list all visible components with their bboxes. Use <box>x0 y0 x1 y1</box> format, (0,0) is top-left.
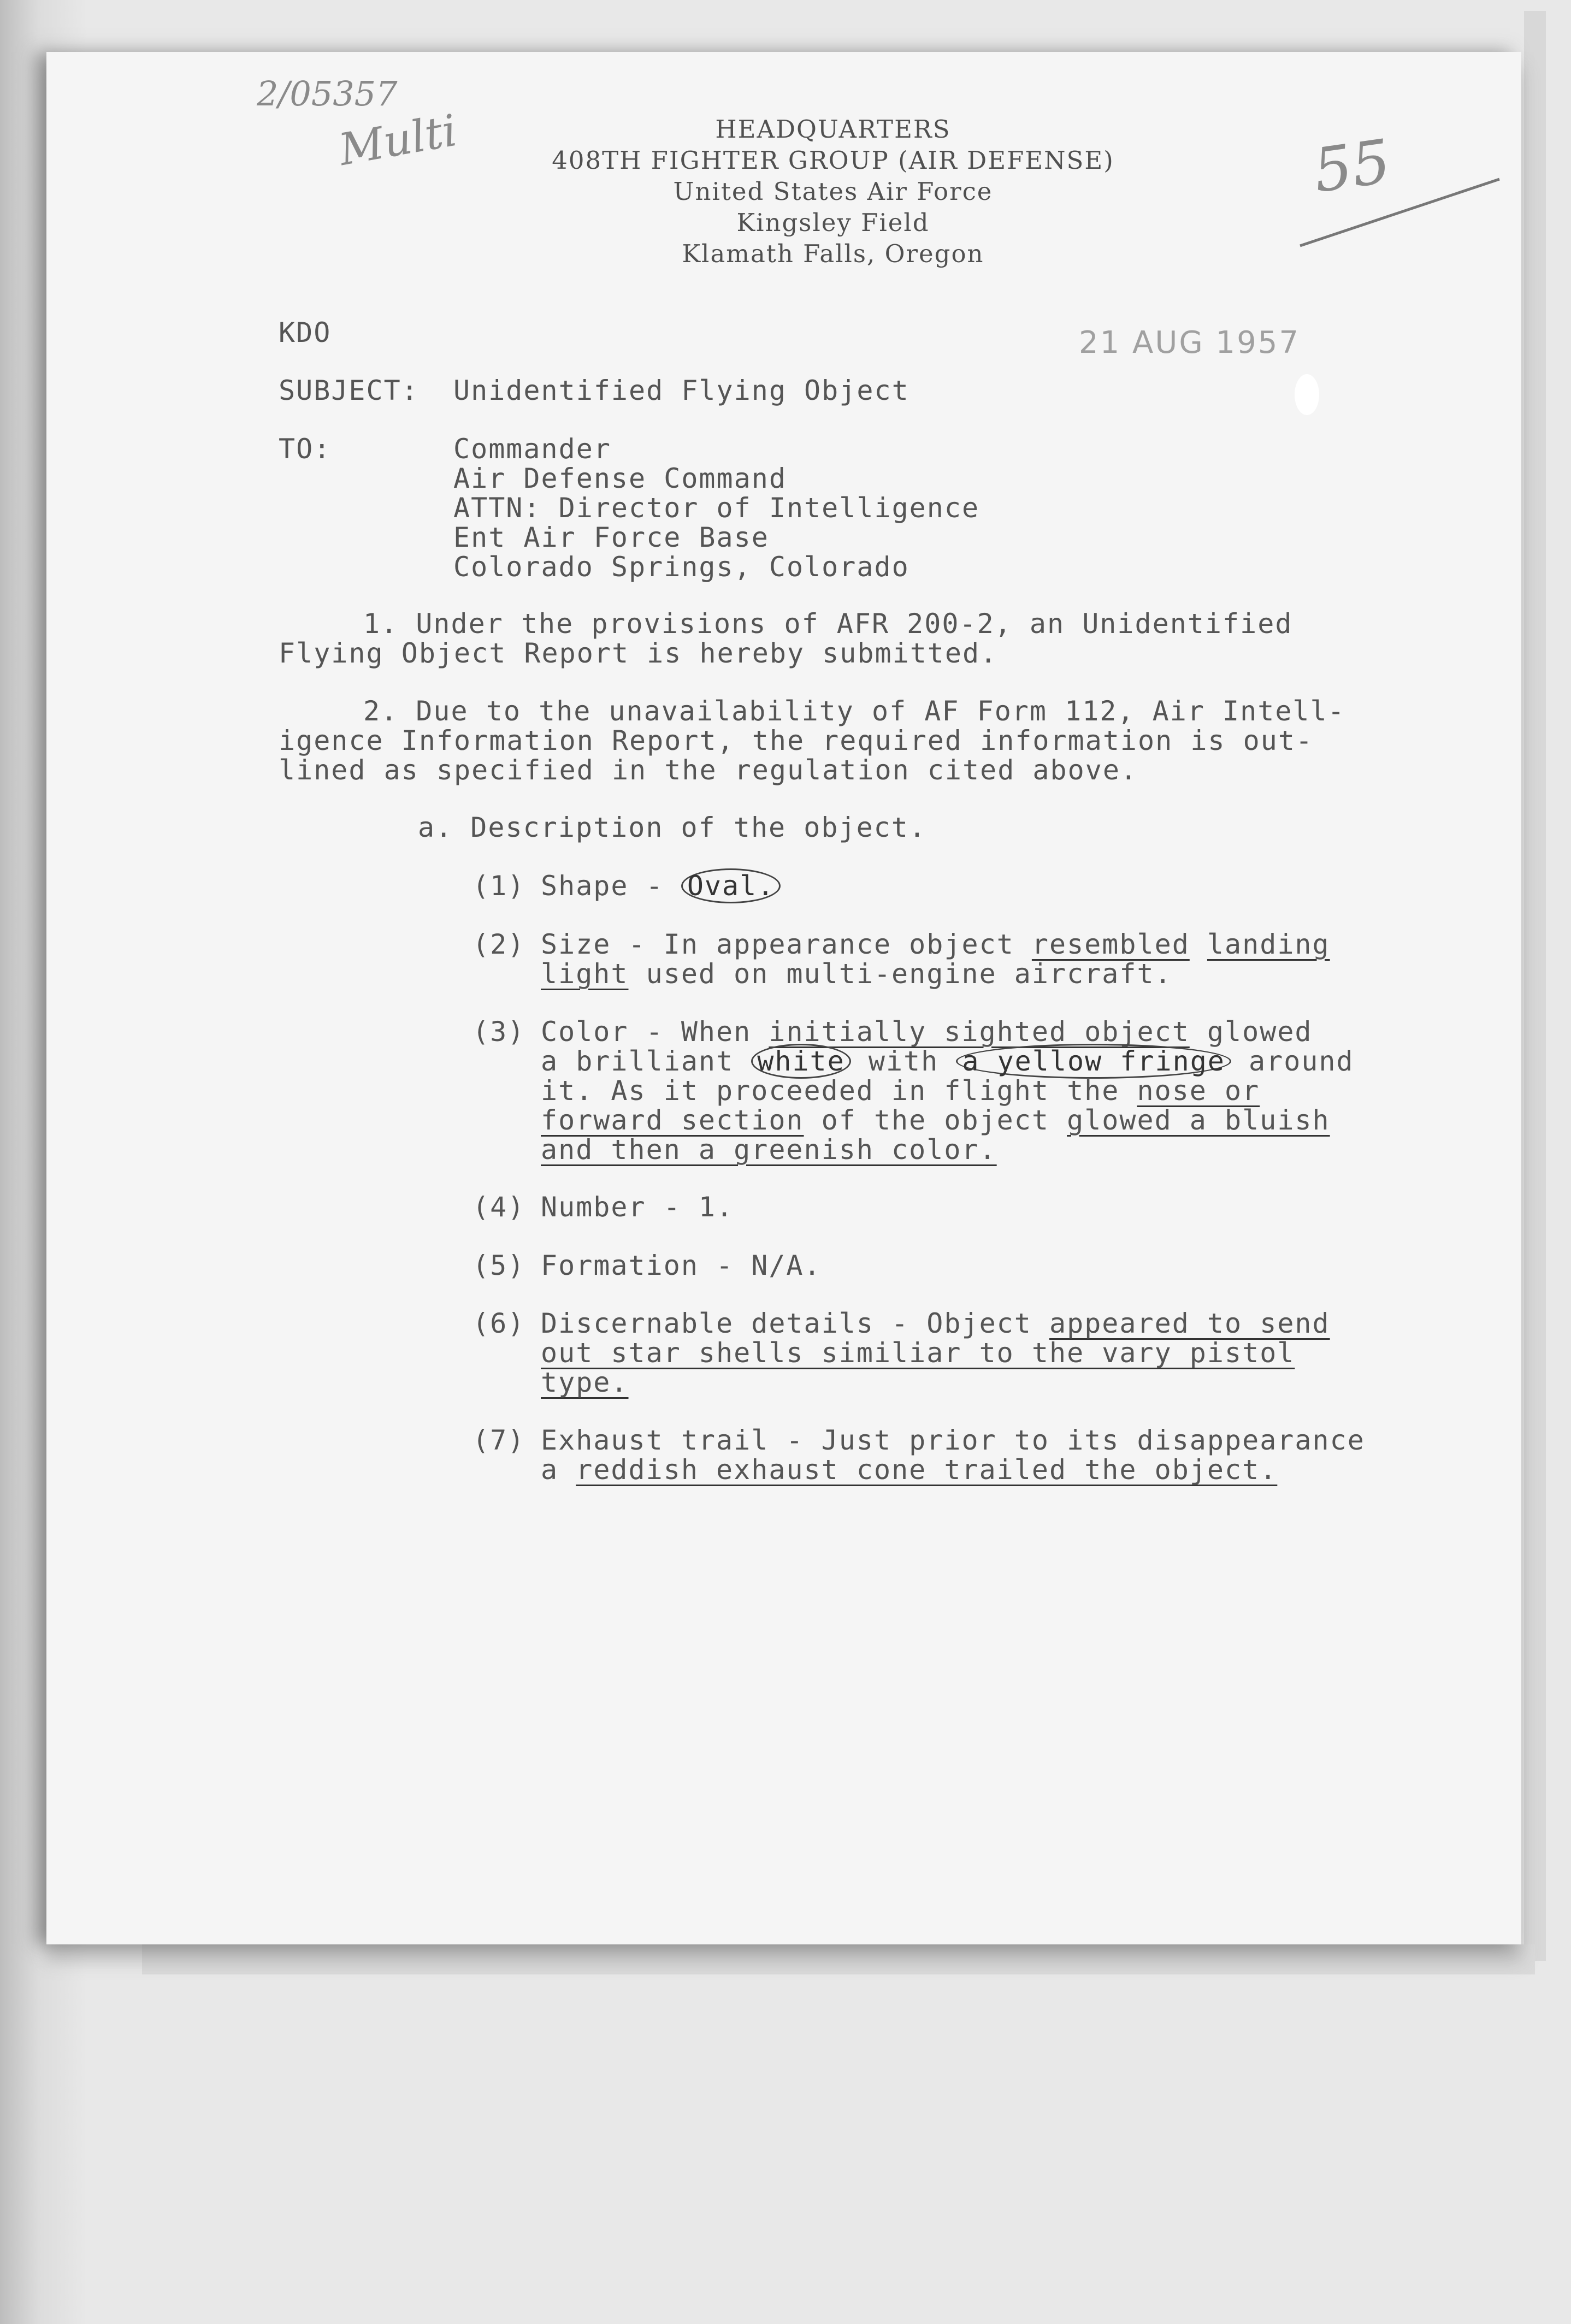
item-1-number: (1) <box>473 870 525 902</box>
item-2-underline: light <box>541 958 629 990</box>
item-3-line-2 <box>541 1046 1354 1076</box>
item-7-line-1: Exhaust trail - Just prior to its disappearance <box>541 1424 1365 1456</box>
item-3-line-4 <box>541 1105 1330 1135</box>
item-7-underline: reddish exhaust cone trailed the object. <box>576 1454 1278 1486</box>
item-3-text: glowed <box>1189 1016 1313 1048</box>
item-2-underline: resembled <box>1031 929 1190 960</box>
letterhead-line-5: Klamath Falls, Oregon <box>682 239 984 268</box>
item-5-number: (5) <box>473 1250 525 1281</box>
item-2-underline: landing <box>1207 929 1330 960</box>
item-6-line-2 <box>541 1338 1295 1368</box>
item-3-text: around <box>1231 1045 1354 1077</box>
item-4-text: Number - 1. <box>541 1191 734 1223</box>
item-3-underline: initially sighted object <box>769 1016 1190 1048</box>
item-1-label: Shape - <box>541 870 681 902</box>
item-5-text: Formation - N/A. <box>541 1250 822 1281</box>
item-1-line <box>541 871 781 901</box>
page-marker-note: 55 <box>1309 126 1395 206</box>
item-3-text: with <box>851 1045 956 1077</box>
letterhead-line-1: HEADQUARTERS <box>715 115 951 144</box>
para1-line-2: Flying Object Report is hereby submitted. <box>279 637 998 669</box>
para2-line-2: igence Information Report, the required information is out- <box>279 725 1314 756</box>
item-3-line-1 <box>541 1017 1313 1046</box>
punch-hole-mark <box>1295 374 1319 415</box>
item-3-underline: glowed a bluish <box>1067 1104 1330 1136</box>
para2-line-3: lined as specified in the regulation cited above. <box>279 754 1138 786</box>
item-6-text: Discernable details - Object <box>541 1308 1049 1339</box>
item-7-text: a <box>541 1454 576 1486</box>
item-3-underline: and then a greenish color. <box>541 1134 997 1166</box>
item-1-value: Oval. <box>681 868 781 903</box>
pen-stroke-mark <box>1297 175 1505 251</box>
to-line-5: Colorado Springs, Colorado <box>453 551 909 583</box>
item-6-number: (6) <box>473 1308 525 1339</box>
item-3-underline: nose or <box>1137 1075 1260 1107</box>
item-6-underline: appeared to send <box>1049 1308 1330 1339</box>
office-code: KDO <box>279 317 332 348</box>
item-7-number: (7) <box>473 1424 525 1456</box>
file-number-note: 2/05357 <box>257 74 398 114</box>
subject-label: SUBJECT: <box>279 375 419 406</box>
item-2-text: used on multi-engine aircraft. <box>628 958 1172 990</box>
item-3-circled: a yellow fringe <box>956 1044 1231 1079</box>
item-3-line-3 <box>541 1076 1260 1105</box>
page-edge <box>1524 11 1546 1961</box>
item-4-number: (4) <box>473 1191 525 1223</box>
to-line-4: Ent Air Force Base <box>453 522 769 553</box>
to-line-2: Air Defense Command <box>453 463 787 494</box>
item-6-underline: out star shells similiar to the vary pistol <box>541 1337 1295 1369</box>
para2-line-1: 2. Due to the unavailability of AF Form 112, Air Intell- <box>363 695 1345 727</box>
item-2-text: Size - In appearance object <box>541 929 1032 960</box>
item-2-line-1 <box>541 930 1330 959</box>
subject-value: Unidentified Flying Object <box>453 375 909 406</box>
item-2-gap <box>1190 929 1207 960</box>
item-6-underline: type. <box>541 1367 629 1398</box>
to-label: TO: <box>279 433 332 465</box>
received-date-stamp: 21 AUG 1957 <box>1079 325 1301 360</box>
item-2-number: (2) <box>473 929 525 960</box>
document-page <box>46 52 1521 1944</box>
initial-note: Multi <box>335 104 461 176</box>
letterhead-line-3: United States Air Force <box>673 177 993 206</box>
item-3-line-5 <box>541 1135 997 1164</box>
to-line-1: Commander <box>453 433 611 465</box>
item-3-circled: white <box>751 1044 851 1079</box>
item-6-line-1 <box>541 1309 1330 1338</box>
section-a-heading: a. Description of the object. <box>418 812 926 843</box>
item-6-line-3 <box>541 1368 629 1397</box>
item-3-underline: forward section <box>541 1104 804 1136</box>
item-3-text: it. As it proceeded in flight the <box>541 1075 1137 1107</box>
item-7-line-2 <box>541 1455 1277 1485</box>
letterhead-line-2: 408TH FIGHTER GROUP (AIR DEFENSE) <box>552 146 1114 175</box>
letterhead-line-4: Kingsley Field <box>736 208 930 237</box>
item-3-number: (3) <box>473 1016 525 1048</box>
to-line-3: ATTN: Director of Intelligence <box>453 492 980 524</box>
item-2-line-2 <box>541 959 1172 989</box>
para1-line-1: 1. Under the provisions of AFR 200-2, an Unidentified <box>363 608 1293 640</box>
item-3-text: Color - When <box>541 1016 769 1048</box>
item-3-text: of the object <box>804 1104 1067 1136</box>
item-3-text: a brilliant <box>541 1045 752 1077</box>
page-bottom-edge <box>142 1944 1535 1974</box>
